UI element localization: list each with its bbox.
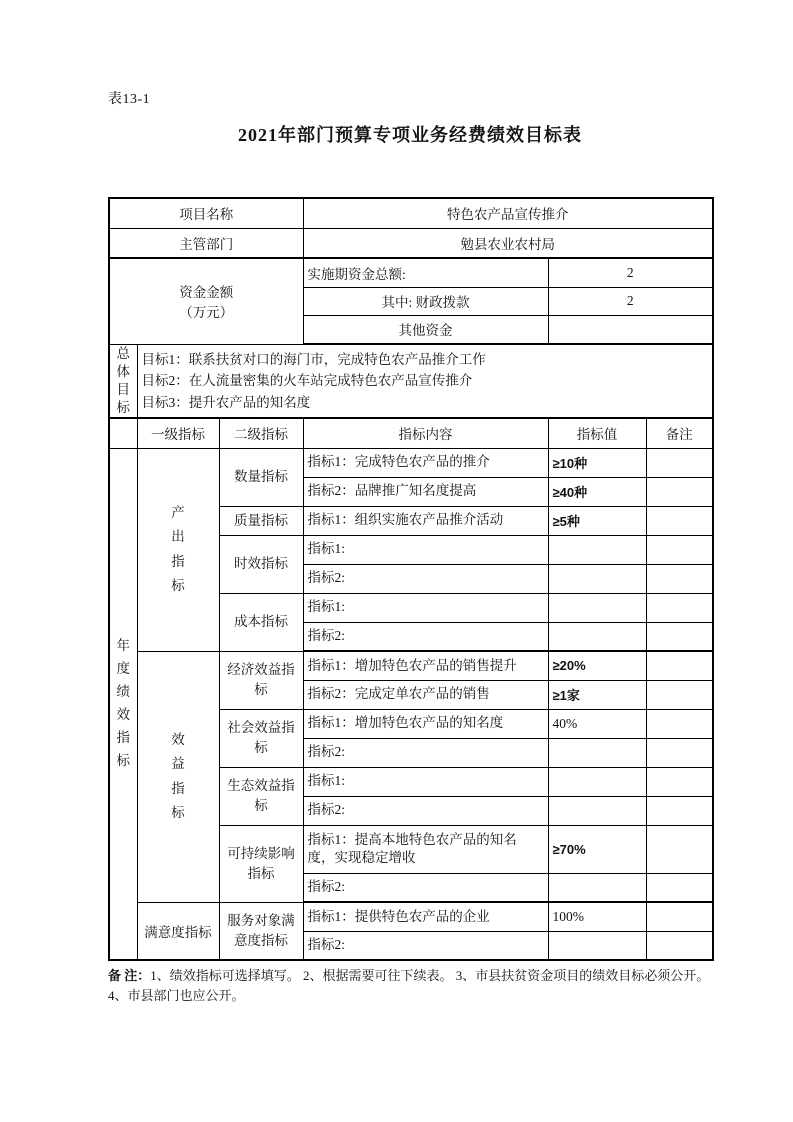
- indicator-value: ≥10种: [548, 448, 646, 477]
- remark-cell: [646, 902, 713, 931]
- goal-line-1: 目标1：联系扶贫对口的海门市，完成特色农产品推介工作: [141, 351, 486, 367]
- indicator-content: 指标2:: [303, 622, 548, 651]
- remark-cell: [646, 593, 713, 622]
- subgroup-economic-label: 经济效益指标: [219, 651, 303, 709]
- remark-cell: [646, 796, 713, 825]
- fund-other-value: [548, 315, 713, 344]
- subgroup-quality-label: 质量指标: [219, 506, 303, 535]
- fund-amount-label-line1: 资金金额: [179, 285, 234, 301]
- remark-cell: [646, 477, 713, 506]
- subgroup-social-label: 社会效益指标: [219, 709, 303, 767]
- remark-cell: [646, 622, 713, 651]
- subgroup-quantity-label: 数量指标: [219, 448, 303, 506]
- department-value: 勉县农业农村局: [303, 228, 713, 258]
- indicator-content: 指标1:: [303, 535, 548, 564]
- indicator-content: 指标1：提高本地特色农产品的知名度，实现稳定增收: [303, 825, 548, 873]
- header-level2: 二级指标: [219, 418, 303, 448]
- project-name-value: 特色农产品宣传推介: [303, 198, 713, 228]
- remark-cell: [646, 825, 713, 873]
- overall-goal-content: [137, 344, 713, 418]
- indicator-value: [548, 535, 646, 564]
- indicator-value: [548, 931, 646, 960]
- indicator-value: [548, 622, 646, 651]
- remark-cell: [646, 680, 713, 709]
- remark-cell: [646, 564, 713, 593]
- goal-line-2: 目标2：在人流量密集的火车站完成特色农产品宣传推介: [141, 373, 473, 389]
- remark-cell: [646, 873, 713, 902]
- indicator-content: 指标1：增加特色农产品的知名度: [303, 709, 548, 738]
- indicator-value: ≥40种: [548, 477, 646, 506]
- indicator-value: [548, 767, 646, 796]
- group-satisfaction-label: 满意度指标: [137, 902, 219, 960]
- annual-performance-label: 年度绩效指标: [109, 448, 137, 960]
- remark-cell: [646, 448, 713, 477]
- indicator-value: ≥1家: [548, 680, 646, 709]
- overall-goal-label: 总体目标: [109, 344, 137, 418]
- indicator-content: 指标2：品牌推广知名度提高: [303, 477, 548, 506]
- indicator-content: 指标2:: [303, 738, 548, 767]
- indicator-content: 指标2:: [303, 564, 548, 593]
- indicator-value: [548, 796, 646, 825]
- indicator-content: 指标1:: [303, 593, 548, 622]
- remark-cell: [646, 738, 713, 767]
- remark-cell: [646, 651, 713, 680]
- remark-cell: [646, 931, 713, 960]
- indicator-content: 指标1：组织实施农产品推介活动: [303, 506, 548, 535]
- indicator-content: 指标1:: [303, 767, 548, 796]
- indicator-value: [548, 738, 646, 767]
- indicator-value: [548, 564, 646, 593]
- fund-amount-label: [109, 258, 303, 344]
- header-content: 指标内容: [303, 418, 548, 448]
- header-value: 指标值: [548, 418, 646, 448]
- header-level1: 一级指标: [137, 418, 219, 448]
- remark-cell: [646, 709, 713, 738]
- department-label: 主管部门: [109, 228, 303, 258]
- indicator-content: 指标2:: [303, 931, 548, 960]
- fund-other-label: 其他资金: [303, 315, 548, 344]
- indicator-content: 指标1：提供特色农产品的企业: [303, 902, 548, 931]
- indicator-value: ≥5种: [548, 506, 646, 535]
- subgroup-cost-label: 成本指标: [219, 593, 303, 651]
- fund-total-label: 实施期资金总额:: [303, 258, 548, 287]
- footnote-text: 1、绩效指标可选择填写。 2、根据需要可往下续表。 3、市县扶贫资金项目的绩效目标必须公开。4、市县部门也应公开。: [108, 968, 710, 1004]
- footnote-label: 备 注：: [108, 968, 151, 983]
- indicator-value: 100%: [548, 902, 646, 931]
- page-title: 2021年部门预算专项业务经费绩效目标表: [238, 125, 582, 145]
- indicator-value: 40%: [548, 709, 646, 738]
- indicator-content: 指标2:: [303, 796, 548, 825]
- group-benefit-label: 效益指标: [137, 651, 219, 902]
- indicator-value: [548, 873, 646, 902]
- fund-fiscal-label: 其中: 财政拨款: [303, 287, 548, 315]
- subgroup-sustainable-label: 可持续影响指标: [219, 825, 303, 902]
- indicator-content: 指标2：完成定单农产品的销售: [303, 680, 548, 709]
- performance-target-table: [108, 197, 714, 961]
- table-number-label: 表13-1: [108, 92, 151, 107]
- subgroup-service-label: 服务对象满意度指标: [219, 902, 303, 960]
- subgroup-ecological-label: 生态效益指标: [219, 767, 303, 825]
- indicator-content: 指标2:: [303, 873, 548, 902]
- header-remark: 备注: [646, 418, 713, 448]
- indicator-content: 指标1：增加特色农产品的销售提升: [303, 651, 548, 680]
- project-name-label: 项目名称: [109, 198, 303, 228]
- indicator-content: 指标1：完成特色农产品的推介: [303, 448, 548, 477]
- goal-line-3: 目标3：提升农产品的知名度: [141, 394, 311, 410]
- group-output-label: 产出指标: [137, 448, 219, 651]
- fund-amount-label-line2: （万元）: [179, 305, 234, 321]
- subgroup-timeliness-label: 时效指标: [219, 535, 303, 593]
- fund-fiscal-value: 2: [548, 287, 713, 315]
- document-page: [108, 0, 712, 1006]
- indicator-value: [548, 593, 646, 622]
- remark-cell: [646, 506, 713, 535]
- footnote: [108, 966, 712, 1006]
- remark-cell: [646, 767, 713, 796]
- header-spacer-cell: [109, 418, 137, 448]
- indicator-value: ≥70%: [548, 825, 646, 873]
- indicator-value: ≥20%: [548, 651, 646, 680]
- fund-total-value: 2: [548, 258, 713, 287]
- remark-cell: [646, 535, 713, 564]
